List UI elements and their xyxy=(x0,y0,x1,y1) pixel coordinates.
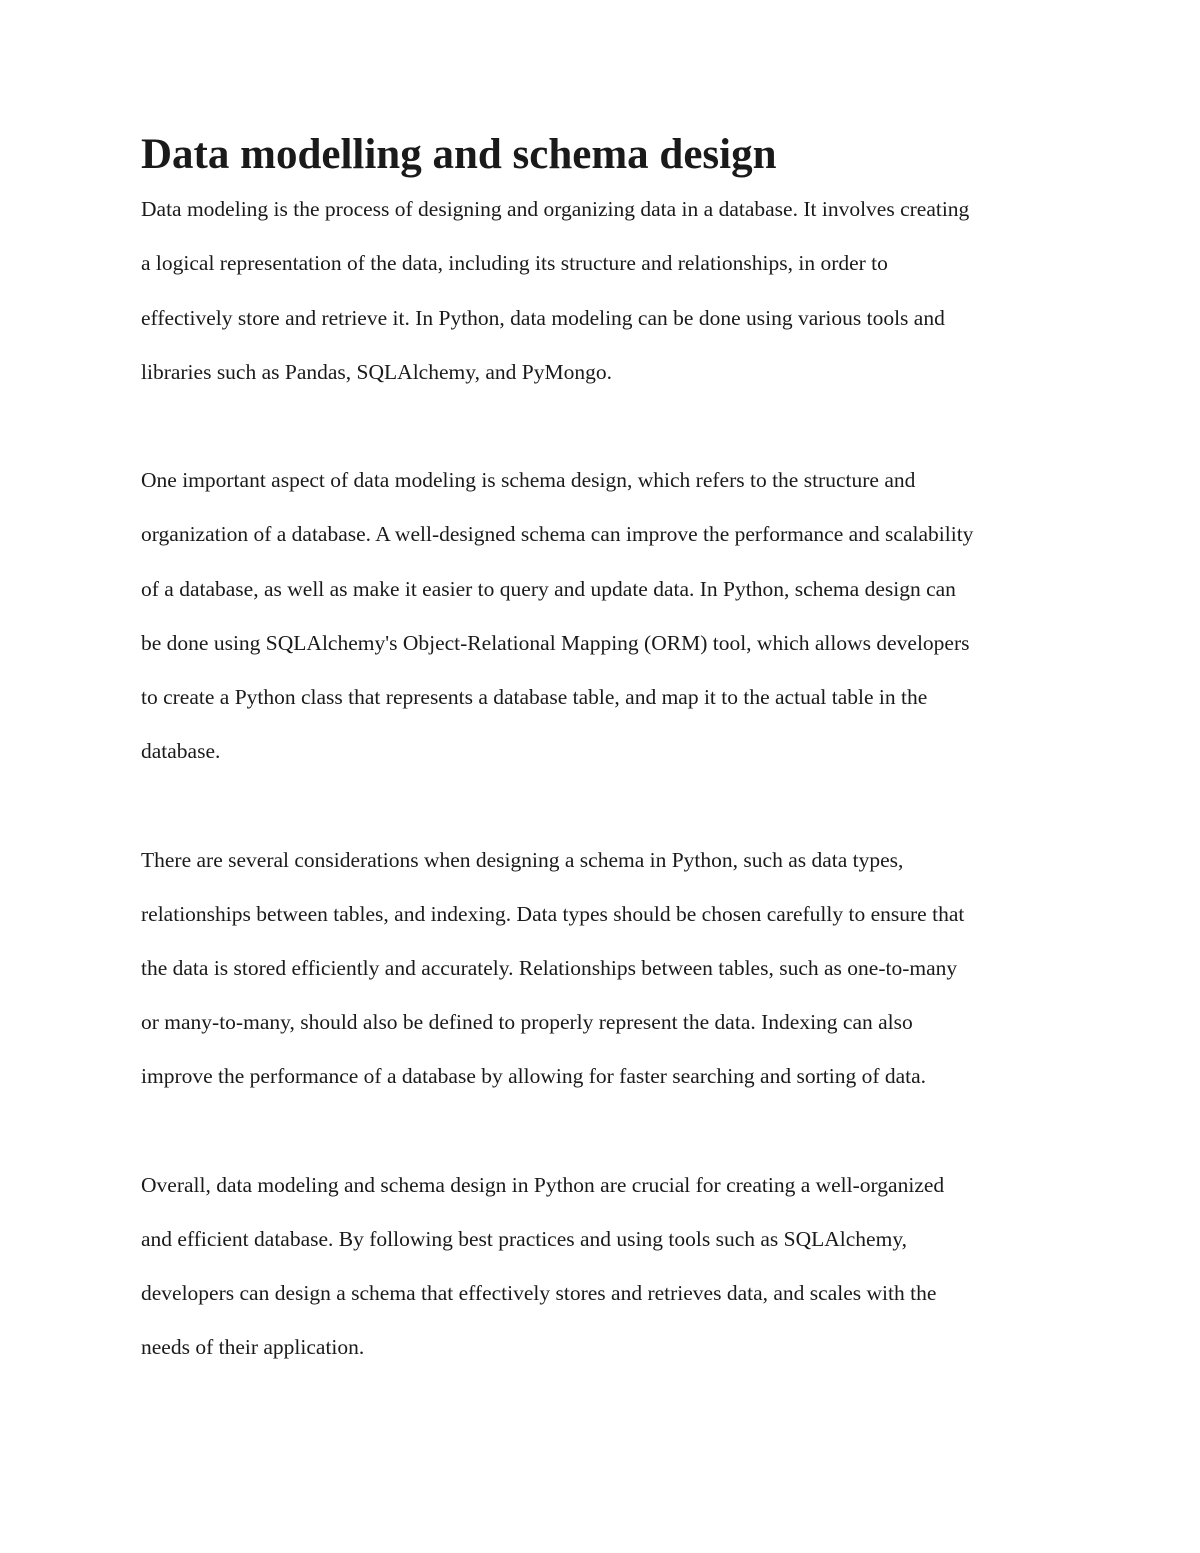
paragraph-line: improve the performance of a database by allowing for faster searching and sorting of data. xyxy=(141,1064,927,1089)
paragraph-line: Data modeling is the process of designing and organizing data in a database. It involves creating xyxy=(141,197,970,222)
paragraph-line: and efficient database. By following best practices and using tools such as SQLAlchemy, xyxy=(141,1227,908,1252)
paragraph-line: needs of their application. xyxy=(141,1335,365,1360)
paragraph-line: libraries such as Pandas, SQLAlchemy, and PyMongo. xyxy=(141,359,612,384)
paragraph-4 xyxy=(141,1158,1059,1375)
document-body xyxy=(141,128,1059,1429)
paragraph-2 xyxy=(141,453,1059,778)
paragraph-line: be done using SQLAlchemy's Object-Relational Mapping (ORM) tool, which allows developers xyxy=(141,630,970,655)
paragraph-line: effectively store and retrieve it. In Python, data modeling can be done using various tools and xyxy=(141,305,945,330)
paragraph-line: There are several considerations when designing a schema in Python, such as data types, xyxy=(141,847,904,872)
paragraph-line: of a database, as well as make it easier to query and update data. In Python, schema design can xyxy=(141,576,956,601)
paragraph-line: the data is stored efficiently and accurately. Relationships between tables, such as one-to-many xyxy=(141,956,958,981)
paragraph-line: One important aspect of data modeling is schema design, which refers to the structure and xyxy=(141,468,916,493)
paragraph-3 xyxy=(141,833,1059,1104)
paragraph-line: to create a Python class that represents a database table, and map it to the actual table in the xyxy=(141,685,928,710)
paragraph-line: developers can design a schema that effectively stores and retrieves data, and scales with the xyxy=(141,1281,937,1306)
paragraph-line: organization of a database. A well-designed schema can improve the performance and scalability xyxy=(141,522,974,547)
document-title: Data modelling and schema design xyxy=(141,131,777,178)
paragraph-line: a logical representation of the data, including its structure and relationships, in order to xyxy=(141,251,888,276)
paragraph-1 xyxy=(141,182,1059,399)
paragraph-line: or many-to-many, should also be defined to properly represent the data. Indexing can also xyxy=(141,1010,913,1035)
paragraph-line: database. xyxy=(141,739,221,764)
paragraph-line: relationships between tables, and indexing. Data types should be chosen carefully to ensure that xyxy=(141,901,965,926)
paragraph-line: Overall, data modeling and schema design in Python are crucial for creating a well-organized xyxy=(141,1172,945,1197)
